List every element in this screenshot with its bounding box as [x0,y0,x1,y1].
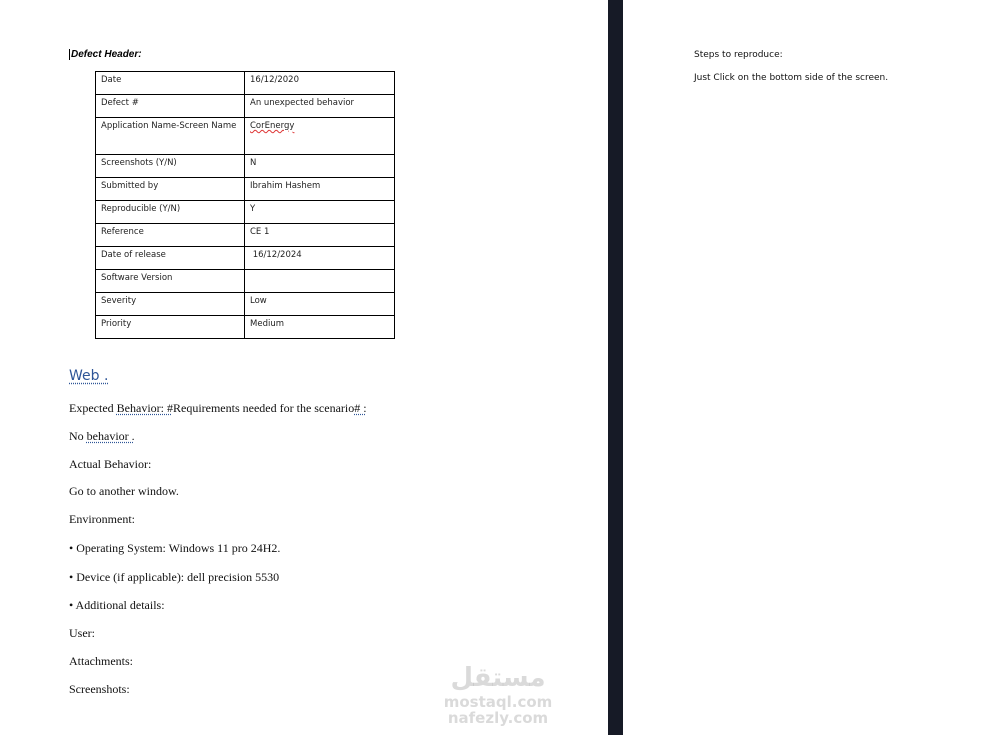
expected-suffix: # : [354,401,367,415]
steps-title: Steps to reproduce: [694,50,783,60]
table-row [96,72,395,95]
watermark-arabic: مستقل [450,663,546,693]
table-cell-label: Software Version [96,270,245,293]
table-cell-label: Screenshots (Y/N) [96,155,245,178]
table-cell-label: Date of release [96,247,245,270]
table-cell-label: Severity [96,293,245,316]
bullet-additional-details: • Additional details: [69,598,165,612]
table-cell-label: Submitted by [96,178,245,201]
table-cell-value: 16/12/2024 [245,247,395,270]
page-gutter [608,0,623,735]
expected-prefix: Expected [69,401,117,415]
table-row [96,316,395,339]
bullet-operating-system: • Operating System: Windows 11 pro 24H2. [69,541,281,555]
document-page-right [623,0,997,735]
table-cell-label: Application Name-Screen Name [96,118,245,155]
no-behavior-prefix: No [69,429,87,443]
defect-header-title: Defect Header: [71,49,142,60]
table-row [96,118,395,155]
watermark-nafezly: nafezly.com [447,709,549,727]
actual-behavior-label: Actual Behavior: [69,457,152,471]
table-row [96,178,395,201]
table-row [96,270,395,293]
table-cell-label: Priority [96,316,245,339]
watermark-logo [436,662,560,726]
table-row [96,224,395,247]
table-row [96,155,395,178]
table-cell-value: CE 1 [245,224,395,247]
expected-middle: Requirements needed for the scenario [172,401,355,415]
table-cell-label: Reproducible (Y/N) [96,201,245,224]
table-cell-label: Defect # [96,95,245,118]
table-cell-label: Date [96,72,245,95]
environment-label: Environment: [69,512,135,526]
defect-table [95,71,395,339]
web-heading: Web . [69,368,109,384]
no-behavior-line [69,429,135,444]
table-cell-value: An unexpected behavior [245,95,395,118]
table-cell-value: Medium [245,316,395,339]
no-behavior-link: behavior . [86,429,135,443]
spellcheck-word: CorEnergy [250,121,295,131]
table-row [96,293,395,316]
table-row [96,201,395,224]
table-cell-value: N [245,155,395,178]
steps-text: Just Click on the bottom side of the screen. [694,73,889,83]
actual-behavior-text: Go to another window. [69,484,179,498]
bullet-device: • Device (if applicable): dell precision 5530 [69,570,280,584]
table-cell-value [245,118,395,155]
attachments-label: Attachments: [69,654,133,668]
table-cell-value: Y [245,201,395,224]
table-row [96,95,395,118]
expected-link: Behavior: # [116,401,173,415]
table-cell-label: Reference [96,224,245,247]
user-label: User: [69,626,95,640]
expected-behavior-line [69,401,367,416]
watermark-mostaql: mostaql.com [443,693,553,711]
table-cell-value [245,270,395,293]
table-cell-value: Ibrahim Hashem [245,178,395,201]
table-cell-value: 16/12/2020 [245,72,395,95]
screenshots-label: Screenshots: [69,682,130,696]
table-cell-value: Low [245,293,395,316]
table-row [96,247,395,270]
